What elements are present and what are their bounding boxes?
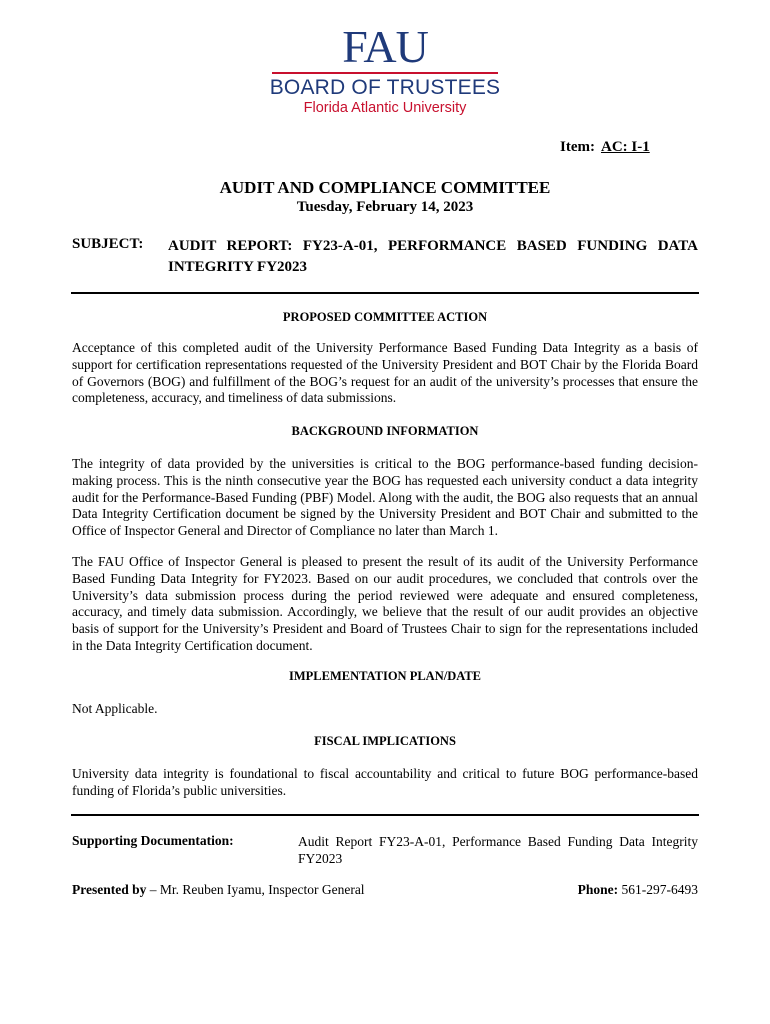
- background-paragraph-1: The integrity of data provided by the universities is critical to the BOG performance-based funding decision-making process. This is the ninth consecutive year the BOG has requested each university conduct a data integrity audit for the Performance-Based Funding (PBF) Model. Along with the audit, the BOG also requests that an annual Data Integrity Certification document be signed by the University President and BOT Chair and submitted to the Office of Inspector General and Director of Compliance no later than March 1.: [72, 456, 698, 539]
- phone-label: Phone:: [577, 882, 619, 897]
- item-value: AC: I-1: [600, 139, 650, 155]
- logo-divider: [272, 72, 498, 74]
- fau-board-logo: [0, 21, 770, 117]
- presented-by: [72, 882, 365, 898]
- fiscal-text: University data integrity is foundational to fiscal accountability and critical to future BOG performance-based funding of Florida’s public universities.: [72, 766, 698, 798]
- committee-title: AUDIT AND COMPLIANCE COMMITTEE: [219, 178, 551, 197]
- heading-background: BACKGROUND INFORMATION: [291, 424, 479, 438]
- presenter-name: – Mr. Reuben Iyamu, Inspector General: [146, 882, 365, 897]
- logo-university-name: Florida Atlantic University: [303, 100, 467, 116]
- subject-label: SUBJECT:: [72, 236, 144, 252]
- background-paragraph-2: The FAU Office of Inspector General is pleased to present the result of its audit of the University Performance Based Funding Data Integrity for FY2023. Based on our audit procedures, we concluded that controls over the University’s data submission process during the period reviewed were adequate and ensured completeness, accuracy, and timely data submission. Accordingly, we believe that the result of our audit provides an objective basis of support for the University’s President and Board of Trustees Chair to sign for the representations included in the Data Integrity Certification document.: [72, 554, 698, 653]
- supporting-documentation-label: Supporting Documentation:: [72, 833, 234, 848]
- divider-bottom: [71, 814, 699, 816]
- supporting-documentation-text: Audit Report FY23-A-01, Performance Based Funding Data Integrity FY2023: [298, 834, 698, 866]
- subject-text: AUDIT REPORT: FY23-A-01, PERFORMANCE BASED FUNDING DATA INTEGRITY FY2023: [168, 238, 698, 275]
- logo-board-title: BOARD OF TRUSTEES: [269, 76, 501, 99]
- item-label: Item:: [560, 139, 595, 155]
- divider-top: [71, 292, 699, 294]
- fau-logo-mark: FAU: [342, 21, 428, 72]
- implementation-text: Not Applicable.: [72, 701, 158, 716]
- heading-proposed-action: PROPOSED COMMITTEE ACTION: [282, 310, 488, 324]
- proposed-action-text: Acceptance of this completed audit of the University Performance Based Funding Data Integrity as a basis of support for certification representations requested of the University President and BOT Chair by the Florida Board of Governors (BOG) and fulfillment of the BOG’s request for an audit of the university’s processes that ensure the completeness, accuracy, and timeliness of data submissions.: [72, 340, 698, 406]
- heading-fiscal: FISCAL IMPLICATIONS: [314, 734, 456, 748]
- phone-number: 561-297-6493: [618, 882, 698, 897]
- phone: [578, 882, 698, 898]
- heading-implementation: IMPLEMENTATION PLAN/DATE: [288, 669, 482, 683]
- meeting-date: Tuesday, February 14, 2023: [296, 199, 474, 215]
- presented-by-label: Presented by: [72, 882, 147, 897]
- item-number: [560, 139, 650, 156]
